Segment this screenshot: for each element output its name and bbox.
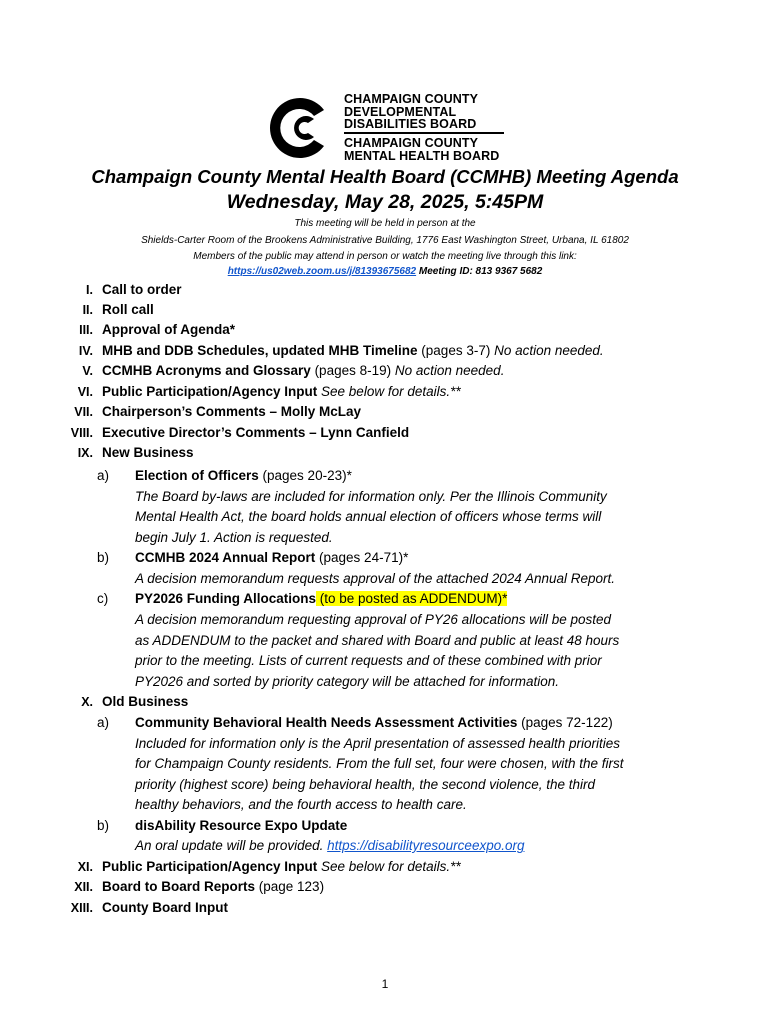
logo-text-top	[344, 93, 478, 131]
item-number: XI.	[77, 860, 93, 874]
item-title: Old Business	[102, 694, 189, 709]
logo	[266, 92, 506, 164]
page-title: Champaign County Mental Health Board (CCMHB) Meeting Agenda	[91, 166, 679, 187]
sub-item-letter: b)	[97, 550, 110, 565]
item-title: Public Participation/Agency Input	[102, 859, 318, 874]
logo-line: DISABILITIES BOARD	[344, 117, 477, 132]
item-title: Executive Director’s Comments – Lynn Canfield	[102, 425, 410, 440]
item-number: XII.	[74, 880, 93, 894]
item-pages: (pages 3-7)	[417, 343, 495, 358]
logo-line: DEVELOPMENTAL	[344, 104, 457, 119]
item-title: Board to Board Reports	[102, 879, 256, 894]
sub-item-title: Election of Officers	[135, 468, 259, 483]
zoom-link[interactable]: https://us02web.zoom.us/j/81393675682	[227, 266, 417, 277]
item-number: I.	[86, 283, 93, 297]
logo-divider	[344, 132, 504, 134]
item-title: New Business	[102, 445, 194, 460]
sub-item-letter: a)	[97, 715, 110, 730]
sub-item-description: priority (highest score) being behavioral health, the second violence, the third	[135, 777, 596, 792]
sub-item-letter: a)	[97, 468, 110, 483]
sub-item-title: PY2026 Funding Allocations	[135, 591, 317, 606]
sub-item-pages: (pages 72-122)	[517, 715, 613, 730]
sub-item-description: as ADDENDUM to the packet and shared with Board and public at least 48 hours	[135, 633, 620, 648]
attendance-note: Members of the public may attend in person or watch the meeting live through this link:	[193, 251, 577, 262]
sub-item-title: disAbility Resource Expo Update	[135, 818, 348, 833]
item-number: X.	[81, 695, 93, 709]
sub-item-description: Included for information only is the April presentation of assessed health priorities	[135, 736, 621, 751]
sub-item-title: CCMHB 2024 Annual Report	[135, 550, 316, 565]
sub-item-letter: b)	[97, 818, 110, 833]
sub-item-description: The Board by-laws are included for information only. Per the Illinois Community	[135, 489, 607, 504]
sub-item-description: PY2026 and sorted by priority category will be attached for information.	[135, 674, 559, 689]
item-number: IX.	[77, 446, 93, 460]
meeting-id: Meeting ID: 813 9367 5682	[416, 266, 543, 277]
sub-item-description: A decision memorandum requesting approval of PY26 allocations will be posted	[135, 612, 612, 627]
sub-item-letter: c)	[97, 591, 109, 606]
logo-line: CHAMPAIGN COUNTY	[344, 136, 479, 150]
sub-item-description: Mental Health Act, the board holds annual election of officers whose terms will	[135, 509, 602, 524]
item-title: Call to order	[102, 282, 182, 297]
item-title: Public Participation/Agency Input	[102, 384, 318, 399]
item-number: VIII.	[70, 426, 93, 440]
item-note: See below for details.**	[317, 384, 461, 399]
item-number: XIII.	[70, 901, 93, 915]
item-title: County Board Input	[102, 900, 228, 915]
item-number: V.	[82, 364, 93, 378]
sub-item-title: Community Behavioral Health Needs Assessment Activities	[135, 715, 518, 730]
sub-item-description: prior to the meeting. Lists of current requests and of these combined with prior	[135, 653, 602, 668]
zoom-line	[0, 266, 770, 277]
item-number: II.	[82, 303, 93, 317]
logo-line: MENTAL HEALTH BOARD	[344, 148, 500, 163]
sub-item-description: A decision memorandum requests approval of the attached 2024 Annual Report.	[135, 571, 616, 586]
item-note: No action needed.	[394, 363, 505, 378]
venue-intro: This meeting will be held in person at the	[294, 218, 476, 229]
addendum-highlight: (to be posted as ADDENDUM)*	[316, 591, 508, 606]
sub-item-description: An oral update will be provided.	[135, 838, 328, 853]
sub-item-description: begin July 1. Action is requested.	[135, 530, 333, 545]
sub-item-pages: (pages 24-71)*	[315, 550, 409, 565]
logo-line: CHAMPAIGN COUNTY	[344, 92, 479, 106]
item-number: VII.	[74, 405, 93, 419]
item-title: Approval of Agenda*	[102, 322, 236, 337]
item-title: Chairperson’s Comments – Molly McLay	[102, 404, 362, 419]
item-title: CCMHB Acronyms and Glossary	[102, 363, 311, 378]
expo-link[interactable]: https://disabilityresourceexpo.org	[327, 838, 525, 853]
item-title: MHB and DDB Schedules, updated MHB Timeline	[102, 343, 418, 358]
meeting-date: Wednesday, May 28, 2025, 5:45PM	[226, 191, 544, 213]
item-title: Roll call	[102, 302, 154, 317]
item-pages: (page 123)	[255, 879, 325, 894]
item-note: See below for details.**	[317, 859, 461, 874]
sub-item-description: for Champaign County residents. From the full set, four were chosen, with the first	[135, 756, 624, 771]
item-note: No action needed.	[494, 343, 604, 358]
item-pages: (pages 8-19)	[310, 363, 395, 378]
page-number: 1	[381, 977, 389, 991]
item-number: III.	[79, 323, 93, 337]
item-number: IV.	[78, 344, 93, 358]
sub-item-pages: (pages 20-23)*	[258, 468, 352, 483]
venue-address: Shields-Carter Room of the Brookens Administrative Building, 1776 East Washington Street, Urbana, IL 61802	[141, 235, 629, 246]
cc-logo-icon	[266, 92, 338, 164]
logo-text-bottom	[344, 137, 499, 162]
item-number: VI.	[77, 385, 93, 399]
sub-item-description: healthy behaviors, and the fourth access to health care.	[135, 797, 467, 812]
